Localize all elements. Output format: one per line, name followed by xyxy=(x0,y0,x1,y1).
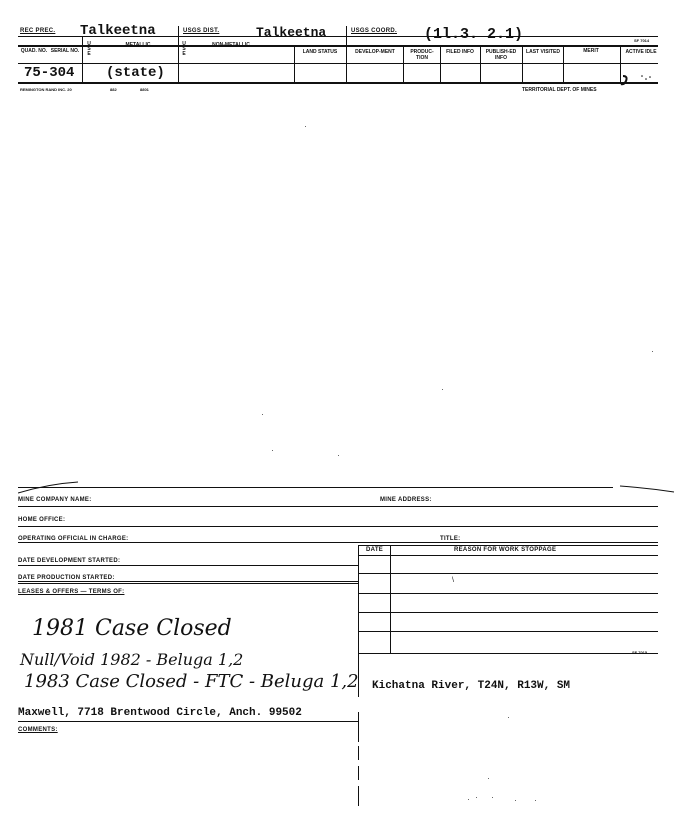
mine-company-name-label: MINE COMPANY NAME: xyxy=(18,497,92,503)
col-merit: MERIT xyxy=(583,48,599,54)
address-typed: Maxwell, 7718 Brentwood Circle, Anch. 99502 xyxy=(18,707,302,719)
quad-serial-value: 75-304 xyxy=(24,65,75,81)
col-use-nonmetallic: U S E xyxy=(182,41,186,57)
leases-label: LEASES & OFFERS — TERMS OF: xyxy=(18,589,125,595)
col-non-metallic: NON-METALLIC xyxy=(212,42,250,48)
date-production-label: DATE PRODUCTION STARTED: xyxy=(18,575,115,581)
date-col-header: DATE xyxy=(366,547,384,553)
usgs-dist-value: Talkeetna xyxy=(256,25,327,40)
handwritten-case-closed-1981: 1981 Case Closed xyxy=(32,616,232,641)
usgs-dist-label: USGS DIST. xyxy=(183,28,220,34)
col-use-metallic: U S E xyxy=(87,41,91,57)
active-idle-mark xyxy=(620,70,660,88)
col-quad: QUAD. NO. xyxy=(20,48,48,54)
form-code-top: SF 7014 xyxy=(634,38,650,43)
location-typed: Kichatna River, T24N, R13W, SM xyxy=(372,680,571,692)
comments-label: COMMENTS: xyxy=(18,727,58,733)
col-published-info: PUBLISH-ED INFO xyxy=(485,49,517,61)
col-active-idle: ACTIVE IDLE xyxy=(625,49,657,55)
title-label: TITLE: xyxy=(440,536,461,542)
metallic-value: (state) xyxy=(106,65,165,81)
col-serial: SERIAL NO. xyxy=(50,48,80,54)
reason-col-header: REASON FOR WORK STOPPAGE xyxy=(454,547,557,553)
code2: 8801 xyxy=(140,87,149,92)
date-development-label: DATE DEVELOPMENT STARTED: xyxy=(18,558,121,564)
rec-prec-value: Talkeetna xyxy=(80,23,156,39)
form-code-bottom: SF 7015 xyxy=(632,650,648,655)
usgs-coord-label: USGS COORD. xyxy=(351,28,397,34)
code1: 882 xyxy=(110,87,117,92)
rec-prec-label: REC PREC. xyxy=(20,28,56,34)
printer-text: REMINGTON RAND INC. 20 xyxy=(20,87,72,92)
col-land-status: LAND STATUS xyxy=(302,49,338,55)
operating-official-label: OPERATING OFFICIAL IN CHARGE: xyxy=(18,536,129,542)
col-metallic: METALLIC xyxy=(125,42,151,48)
mine-address-label: MINE ADDRESS: xyxy=(380,497,432,503)
col-filed-info: FILED INFO xyxy=(446,49,474,55)
handwritten-null-void: Null/Void 1982 - Beluga 1,2 xyxy=(20,650,244,669)
home-office-label: HOME OFFICE: xyxy=(18,517,66,523)
col-production: PRODUC-TION xyxy=(410,49,434,61)
usgs-coord-value: (1l.3. 2.1) xyxy=(424,26,524,43)
handwritten-case-closed-1983: 1983 Case Closed - FTC - Beluga 1,2 xyxy=(24,671,359,692)
col-last-visited: LAST VISITED xyxy=(526,49,560,55)
department-text: TERRITORIAL DEPT. OF MINES xyxy=(522,87,597,93)
col-development: DEVELOP-MENT xyxy=(355,49,395,55)
